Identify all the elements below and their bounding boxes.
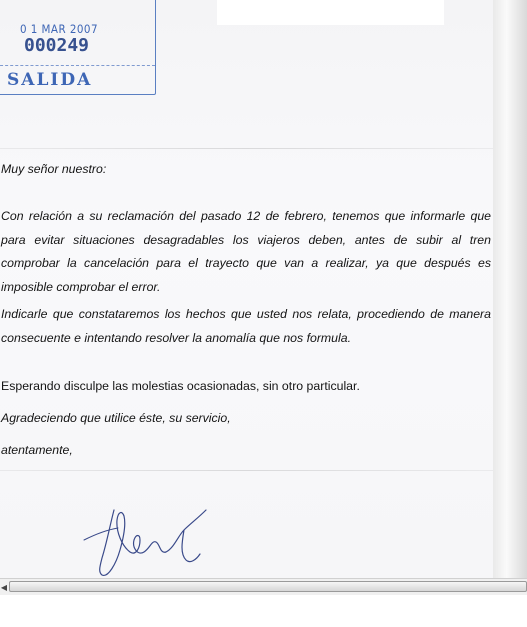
redacted-area xyxy=(217,0,444,25)
page-fold-line xyxy=(0,470,493,471)
letter-paragraph-1 xyxy=(1,205,491,300)
letter-paragraph-2 xyxy=(1,303,491,350)
handwritten-signature xyxy=(80,480,220,578)
closing-2-text: Agradeciendo que utilice éste, su servicio, xyxy=(1,411,231,425)
paragraph-2-text: Indicarle que constataremos los hechos que usted nos relata, procediendo de manera consecuente e intentando resolver la anomalía que nos formula. xyxy=(1,307,491,345)
stamp-date: 0 1 MAR 2007 xyxy=(20,22,98,36)
closing-1-text: Esperando disculpe las molestias ocasionadas, sin otro particular. xyxy=(1,379,360,393)
paragraph-1-text: Con relación a su reclamación del pasado 12 de febrero, tenemos que informarle que para evitar situaciones desagradables los viajeros deben, antes de subir al tren comprobar la cancelación para el trayecto que van a realizar, ya que después es imposible comprobar el error. xyxy=(1,209,491,295)
letter-closing-2 xyxy=(1,407,491,431)
page-edge-shadow xyxy=(493,0,527,578)
registry-stamp xyxy=(0,0,156,95)
stamp-number: 000249 xyxy=(24,35,90,56)
letter-closing-3 xyxy=(1,439,491,463)
stamp-separator xyxy=(0,65,155,66)
closing-3-text: atentamente, xyxy=(1,443,73,457)
arrow-left-icon[interactable]: ◀ xyxy=(0,582,8,592)
stamp-top-rule xyxy=(0,0,155,1)
letter-closing-1 xyxy=(1,375,491,399)
stamp-label: SALIDA xyxy=(7,70,93,90)
salutation-text: Muy señor nuestro: xyxy=(1,162,107,176)
horizontal-scrollbar[interactable] xyxy=(0,578,527,595)
page-fold-line xyxy=(0,148,493,149)
scrollbar-thumb[interactable] xyxy=(9,581,527,592)
letter-salutation xyxy=(1,158,491,182)
